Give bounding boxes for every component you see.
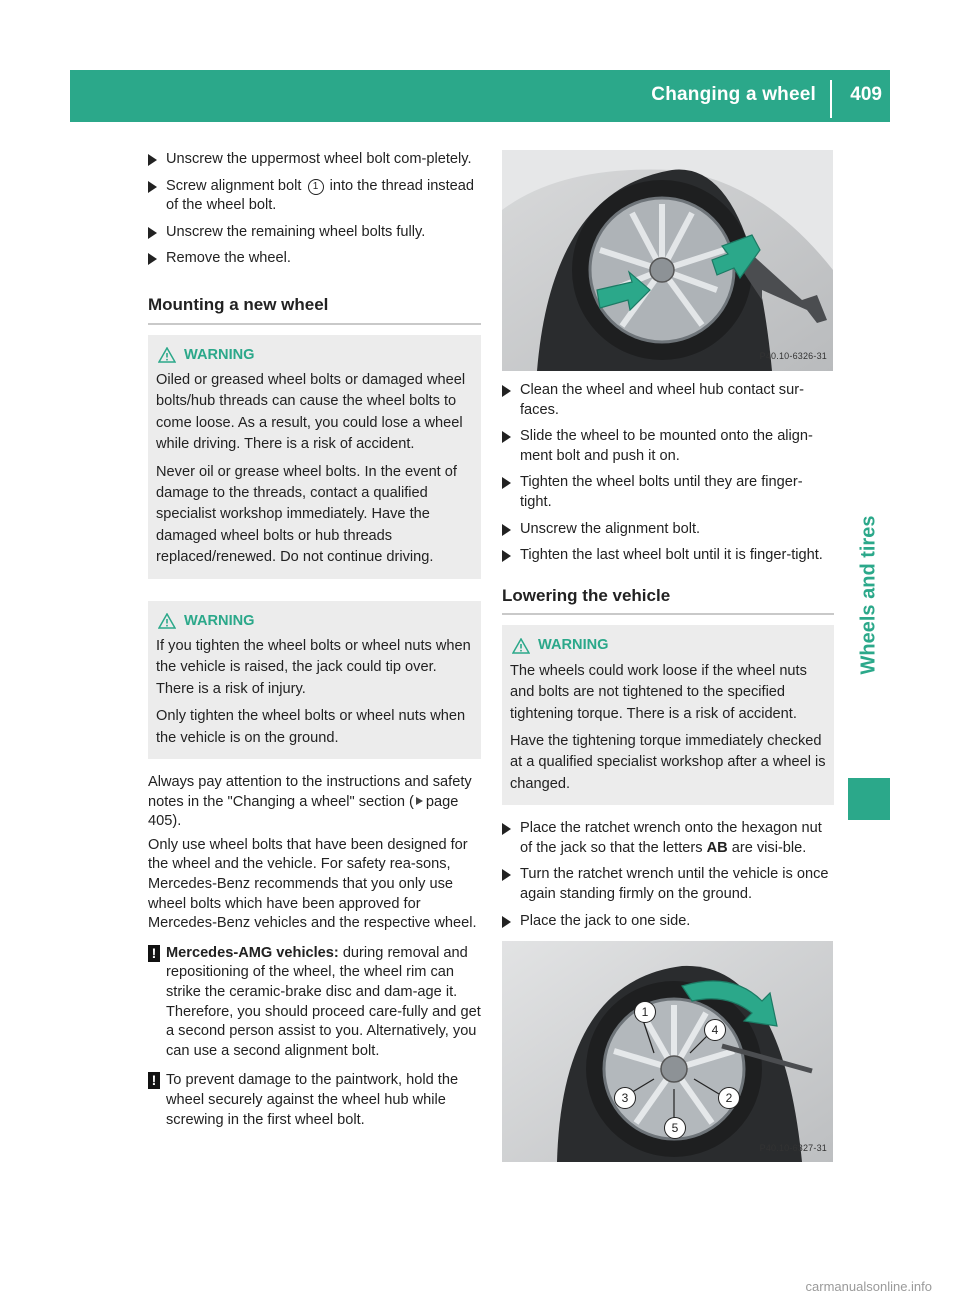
callout-number: 5	[664, 1117, 686, 1139]
step-arrow-icon	[502, 916, 511, 928]
step-item	[502, 546, 834, 566]
warning-label: WARNING	[184, 346, 255, 363]
warning-text: Only tighten the wheel bolts or wheel nuts when the vehicle is on the ground.	[156, 708, 466, 746]
side-tab-marker	[848, 778, 890, 820]
warning-box	[502, 625, 834, 805]
warning-box	[148, 335, 481, 579]
step-text: Screw alignment bolt	[166, 177, 306, 194]
step-item	[148, 150, 481, 170]
right-column	[502, 150, 834, 1172]
warning-triangle-icon	[158, 347, 176, 363]
warning-text: If you tighten the wheel bolts or wheel nuts when the vehicle is raised, the jack could tip over. There is a risk of injury.	[156, 638, 471, 697]
step-item	[148, 177, 481, 216]
step-arrow-icon	[148, 253, 157, 265]
step-arrow-icon	[502, 477, 511, 489]
header-divider	[830, 80, 832, 118]
page-number: 409	[850, 84, 882, 105]
step-item	[502, 381, 834, 420]
step-text: Tighten the wheel bolts until they are finger-tight.	[520, 474, 803, 510]
body-text: Always pay attention to the instructions and safety notes in the "Changing a wheel" section (	[148, 774, 472, 810]
step-text: Unscrew the remaining wheel bolts fully.	[166, 223, 426, 240]
step-text: are visi-ble.	[727, 839, 807, 856]
step-text: Turn the ratchet wrench until the vehicle is once again standing firmly on the ground.	[520, 866, 829, 902]
step-text: Remove the wheel.	[166, 250, 291, 267]
callout-number: 1	[634, 1001, 656, 1023]
warning-title	[158, 611, 473, 632]
warning-title	[158, 345, 473, 366]
step-bold-letters: AB	[706, 839, 728, 856]
body-paragraph: Only use wheel bolts that have been designed for the wheel and the vehicle. For safety rea-sons, Mercedes-Benz recommends that you only use wheel bolts which have been approved for Mercedes-Benz vehicles and the respective wheel.	[148, 836, 477, 932]
page-ref-arrow-icon	[416, 797, 423, 805]
step-text: Slide the wheel to be mounted onto the align-ment bolt and push it on.	[520, 428, 813, 464]
caution-note	[148, 1071, 481, 1130]
step-item	[502, 865, 834, 904]
warning-box	[148, 601, 481, 759]
exclamation-icon: !	[148, 945, 160, 962]
section-heading: Lowering the vehicle	[502, 586, 834, 616]
step-item	[502, 819, 834, 858]
warning-text: Have the tightening torque immediately checked at a qualified specialist workshop after a wheel is changed.	[510, 732, 826, 792]
body-text: ).	[172, 813, 182, 830]
step-text: Tighten the last wheel bolt until it is finger-tight.	[520, 547, 823, 564]
step-arrow-icon	[502, 431, 511, 443]
step-text: Unscrew the alignment bolt.	[520, 520, 701, 537]
wheel-mounting-illustration	[502, 150, 833, 371]
step-arrow-icon	[148, 154, 157, 166]
side-section-tab	[848, 430, 890, 760]
section-heading: Mounting a new wheel	[148, 295, 481, 325]
warning-text: Never oil or grease wheel bolts. In the event of damage to the threads, contact a qualified specialist workshop immediately. Have the damaged wheel bolts or hub threads replaced/renewed. Do not continue driving.	[156, 463, 457, 566]
body-paragraph	[148, 773, 481, 832]
step-item	[502, 427, 834, 466]
step-arrow-icon	[502, 823, 511, 835]
callout-number: 2	[718, 1087, 740, 1109]
warning-text: Oiled or greased wheel bolts or damaged wheel bolts/hub threads can cause the wheel bolts to come loose. As a result, you could lose a wheel while driving. There is a risk of accident.	[156, 371, 466, 453]
step-text: Place the jack to one side.	[520, 912, 691, 929]
note-text: To prevent damage to the paintwork, hold the wheel securely against the wheel hub while screwing in the first wheel bolt.	[166, 1072, 459, 1128]
warning-label: WARNING	[538, 637, 609, 654]
step-arrow-icon	[148, 227, 157, 239]
figure-code: P40.10-6327-31	[759, 1142, 827, 1153]
left-column	[148, 150, 481, 1138]
step-item	[148, 249, 481, 269]
page-header	[70, 70, 890, 122]
step-arrow-icon	[502, 550, 511, 562]
note-text: during removal and repositioning of the wheel, the wheel rim can strike the ceramic-brake disc and dam-age it. Therefore, you should proceed care-fully and get a second person assist to you. Alternatively, you can use a second alignment bolt.	[166, 944, 481, 1059]
step-item	[502, 473, 834, 512]
side-tab-label: Wheels and tires	[857, 515, 880, 675]
step-item	[148, 223, 481, 243]
page-reference-link[interactable]: page 405	[148, 793, 459, 830]
warning-label: WARNING	[184, 612, 255, 629]
step-text: into the thread instead of the wheel bolt.	[166, 177, 475, 214]
warning-triangle-icon	[158, 613, 176, 629]
figure-code: P40.10-6326-31	[759, 351, 827, 362]
callout-number: 3	[614, 1087, 636, 1109]
step-arrow-icon	[502, 385, 511, 397]
figure-alignment-bolt	[502, 150, 833, 371]
callout-number: 1	[308, 179, 324, 195]
step-arrow-icon	[148, 181, 157, 193]
step-item	[502, 520, 834, 540]
exclamation-icon: !	[148, 1072, 160, 1089]
warning-title	[512, 635, 826, 656]
caution-note	[148, 944, 481, 1062]
warning-triangle-icon	[512, 638, 530, 654]
warning-text: The wheels could work loose if the wheel nuts and bolts are not tightened to the specified tightening torque. There is a risk of accident.	[510, 662, 807, 722]
step-item	[502, 912, 834, 932]
step-arrow-icon	[502, 869, 511, 881]
step-arrow-icon	[502, 524, 511, 536]
step-text: Unscrew the uppermost wheel bolt com-pletely.	[166, 151, 472, 167]
step-text: Clean the wheel and wheel hub contact sur-faces.	[520, 382, 804, 418]
figure-bolt-sequence	[502, 941, 833, 1162]
note-bold-label: Mercedes-AMG vehicles:	[166, 944, 339, 961]
watermark: carmanualsonline.info	[805, 1279, 932, 1294]
chapter-title: Changing a wheel	[651, 84, 816, 105]
step-text: Place the ratchet wrench onto the hexagon nut of the jack so that the letters	[520, 820, 822, 856]
callout-number: 4	[704, 1019, 726, 1041]
